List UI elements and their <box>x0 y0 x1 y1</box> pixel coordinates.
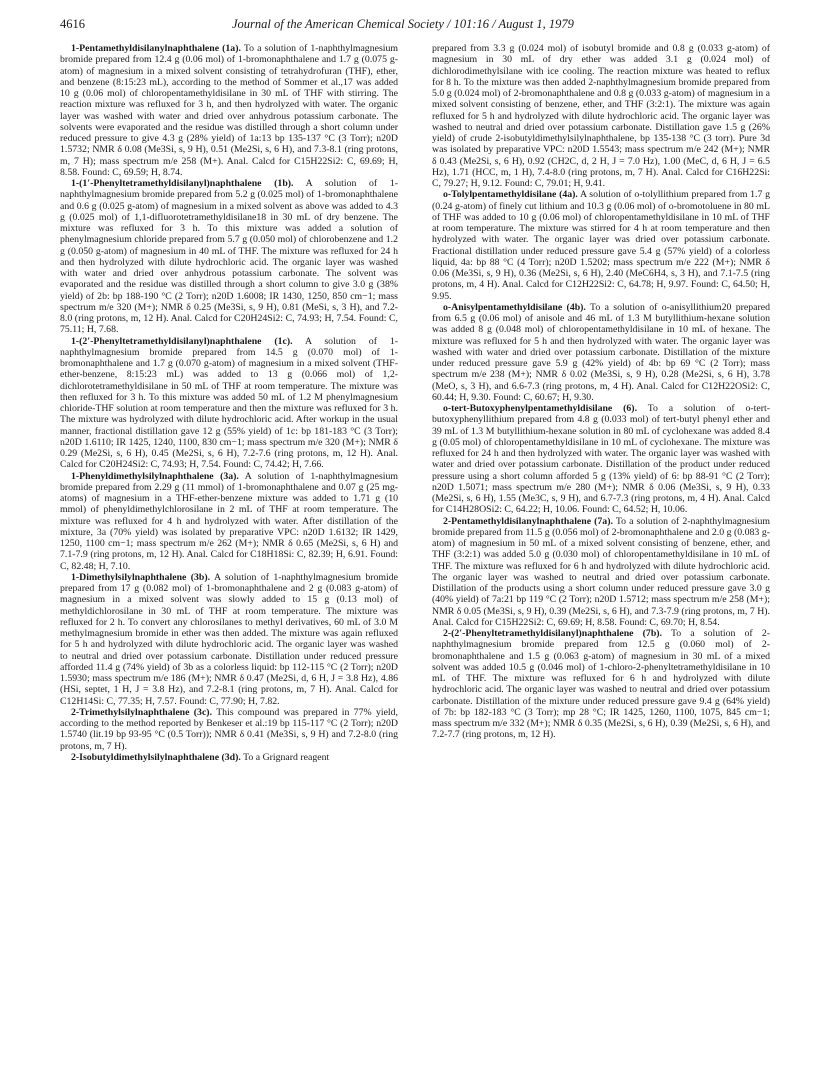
left-column <box>60 43 398 1053</box>
paragraph-4a <box>432 189 770 302</box>
paragraph-text: To a solution of o-anisyllithium20 prepared from 6.5 g (0.06 mol) of anisole and 46 mL of 1.3 M butyllithium-hexane solution was added 8 g (0.048 mol) of chloropentamethyldisilane in 10 mL of hexane. The mixture was refluxed for 5 h and then hydrolyzed with water. The organic layer was washed with water and dried over potassium carbonate. Distillation of the mixture under reduced pressure gave 5.9 g (42% yield) of 4b: bp 69 °C (2 Torr); mass spectrum m/e 238 (M+); NMR δ 0.02 (Me3Si, s, 9 H), 0.28 (Me2Si, s, 6 H), 3.78 (MeO, s, 3 H), and 6.6-7.3 (ring protons, m, 4 H). Anal. Calcd for C12H22OSi2: C, 60.44; H, 9.30. Found: C, 60.67; H, 9.30. <box>432 301 770 403</box>
compound-title: 1-(2′-Phenyltetramethyldisilanyl)naphthalene (1c). <box>71 335 293 347</box>
paragraph-text: A solution of 1-naphthylmagnesium bromide prepared from 14.5 g (0.070 mol) of 1-bromonaphthalene and 1.7 g (0.070 g-atom) of magnesium in a mixed solvent (THF-ether-benzene, 8:15:23 mL) was added to 13 g (0.066 mol) of 1,2-dichlorotetramethyldisilane in 50 mL of THF at room temperature. The mixture was then refluxed for 3 h. To this mixture was added 50 mL of 1.2 M phenylmagnesium chloride-THF solution at room temperature and then the mixture was refluxed for 3 h. The mixture was hydrolyzed with dilute hydrochloric acid. After workup in the usual manner, fractional distillation gave 12 g (55% yield) of 1c: bp 181-183 °C (3 Torr); n20D 1.6110; IR 1425, 1240, 1100, 830 cm−1; mass spectrum m/e 320 (M+); NMR δ 0.29 (Me2Si, s, 6 H), 0.45 (Me2Si, s, 6 H), 7.2-7.6 (ring protons, m, 12 H). Anal. Calcd for C20H24Si2: C, 74.93; H, 7.54. Found: C, 74.42; H, 7.66. <box>60 335 398 471</box>
compound-title: 1-Phenyldimethylsilylnaphthalene (3a). <box>71 470 239 482</box>
paragraph-7a <box>432 516 770 629</box>
page-header <box>60 14 770 36</box>
paragraph-1b <box>60 178 398 336</box>
compound-title: 2-Pentamethyldisilanylnaphthalene (7a). <box>443 515 613 527</box>
paragraph-text: To a solution of o-tert-butoxyphenyllithium prepared from 4.8 g (0.033 mol) of tert-butyl phenyl ether and 39 mL of 1.3 M butyllithium-hexane solution in 80 mL of cyclohexane was added 8.4 g (0.05 mol) of chloropentamethyldisilane in 10 mL of cyclohexane. The mixture was refluxed for 24 h and then hydrolyzed with water. The organic layer was washed with water and dried over potassium carbonate. Distillation of the product under reduced pressure using a short column afforded 5 g (13% yield) of 6: bp 88-91 °C (2 Torr); n20D 1.5071; mass spectrum m/e 280 (M+); NMR δ 0.06 (Me3Si, s, 9 H), 0.33 (Me2Si, s, 6 H), 1.55 (Me3C, s, 9 H), and 6.7-7.3 (ring protons, m, 4 H). Anal. Calcd for C14H28OSi2: C, 64.22; H, 10.06. Found: C, 64.52; H, 10.06. <box>432 403 770 516</box>
compound-title: o-Anisylpentamethyldisilane (4b). <box>443 301 586 313</box>
paragraph-text: To a solution of 1-naphthylmagnesium bromide prepared from 12.4 g (0.06 mol) of 1-bromonaphthalene and 1.7 g (0.075 g-atom) of magnesium in a mixed solvent consisting of tetrahydrofuran (THF), ether, and benzene (8:15:23 mL), according to the method of Sommer et al.,17 was added 10 g (0.06 mol) of chloropentamethyldisilane in 30 mL of THF with stirring. The reaction mixture was refluxed for 3 h, and then hydrolyzed with water. The organic layer was washed with water and dried over anhydrous potassium carbonate. The solvents were evaporated and the residue was distilled through a short column under reduced pressure to give 4.3 g (28% yield) of 1a:13 bp 135-137 °C (3 Torr); n20D 1.5732; NMR δ 0.08 (Me3Si, s, 9 H), 0.51 (Me2Si, s, 6 H), and 7.3-8.1 (ring protons, m, 7 H); mass spectrum m/e 258 (M+). Anal. Calcd for C15H22Si2: C, 69.69; H, 8.58. Found: C, 69.59; H, 8.74. <box>60 43 398 178</box>
journal-citation: Journal of the American Chemical Society / 101:16 / August 1, 1979 <box>232 17 574 31</box>
paragraph-3c <box>60 707 398 752</box>
paragraph-text: A solution of o-tolyllithium prepared from 1.7 g (0.24 g-atom) of finely cut lithium and 10.3 g (0.06 mol) of o-bromotoluene in 80 mL of THF was added to 10 g (0.06 mol) of chloropentamethyldisilane in 10 mL of THF at room temperature. The mixture was stirred for 4 h at room temperature and then hydrolyzed with water. The organic layer was dried over potassium carbonate. Fractional distillation under reduced pressure gave 5.4 g (57% yield) of a colorless liquid, 4a: bp 88 °C (4 Torr); n20D 1.5202; mass spectrum m/e 222 (M+); NMR δ 0.06 (Me3Si, s, 9 H), 0.36 (Me2Si, s, 6 H), 2.40 (MeC6H4, s, 3 H), and 7.1-7.5 (ring protons, m, 4 H). Anal. Calcd for C12H22Si2: C, 64.78; H, 9.97. Found: C, 64.50; H, 9.95. <box>432 189 770 302</box>
paragraph-4b <box>432 302 770 403</box>
paragraph-text: prepared from 3.3 g (0.024 mol) of isobutyl bromide and 0.8 g (0.033 g-atom) of magnesium in 30 mL of dry ether was added 3.1 g (0.024 mol) of dichlorodimethylsilane with ice cooling. The reaction mixture was heated to reflux for 8 h. To the mixture was then added 2-naphthylmagnesium bromide prepared from 5.0 g (0.024 mol) of 2-bromonaphthalene and 0.8 g (0.033 g-atom) of magnesium in a mixed solvent consisting of benzene, ether, and THF (3:2:1). The mixture was again refluxed for 5 h and hydrolyzed with dilute hydrochloric acid. The organic layer was washed to neutral and dried over potassium carbonate. Distillation gave 1.5 g (26% yield) of crude 2-isobutyldimethylsilylnaphthalene, bp 135-138 °C (3 torr). Pure 3d was isolated by preparative VPC: n20D 1.5543; mass spectrum m/e 242 (M+); NMR δ 0.43 (Me2Si, s, 6 H), 0.92 (CH2C, d, 2 H, J = 7.0 Hz), 1.00 (MeC, d, 6 H, J = 6.5 Hz), 1.71 (HCC, m, 1 H), 7.4-8.0 (ring protons, m, 7 H). Anal. Calcd for C16H22Si: C, 79.27; H, 9.12. Found: C, 79.01; H, 9.41. <box>432 43 770 189</box>
paragraph-1a <box>60 43 398 178</box>
compound-title: 1-Pentamethyldisilanylnaphthalene (1a). <box>71 43 241 54</box>
paragraph-3d-continued <box>432 43 770 189</box>
paragraph-text: A solution of 1-naphthylmagnesium bromide prepared from 5.2 g (0.025 mol) of 1-bromonaphthalene and 0.6 g (0.025 g-atom) of magnesium in a mixed solvent as above was added to 4.3 g (0.025 mol) of 1,1-difluorotetramethyldisilane18 in 30 mL of dry benzene. The mixture was refluxed for 3 h. To this mixture was added a solution of phenylmagnesium chloride prepared from 5.7 g (0.050 mol) of chlorobenzene and 1.2 g (0.050 g-atom) of magnesium in 40 mL of THF. The mixture was refluxed for 24 h and then hydrolyzed with dilute hydrochloric acid. The organic layer was washed with water and dried over anhydrous potassium carbonate. The solvent was evaporated and the residue was distilled through a short column to give 3.0 g (38% yield) of 2b: bp 188-190 °C (2 Torr); n20D 1.6008; IR 1430, 1250, 850 cm−1; mass spectrum m/e 320 (M+); NMR δ 0.25 (Me3Si, s, 9 H), 0.81 (MeSi, s, 3 H), and 7.2-8.0 (ring protons, m, 12 H). Anal. Calcd for C20H24Si2: C, 74.93; H, 7.54. Found: C, 75.11; H, 7.68. <box>60 178 398 336</box>
compound-title: o-Tolylpentamethyldisilane (4a). <box>443 189 578 201</box>
compound-title: 2-Isobutyldimethylsilylnaphthalene (3d). <box>71 751 241 763</box>
right-column <box>432 43 770 1053</box>
paragraph-3b <box>60 572 398 707</box>
paragraph-text: To a Grignard reagent <box>243 751 330 763</box>
paragraph-7b <box>432 628 770 741</box>
paragraph-3d <box>60 752 398 763</box>
paragraph-text: A solution of 1-naphthylmagnesium bromide prepared from 2.29 g (11 mmol) of 1-bromonaphthalene and 0.07 g (25 mg-atoms) of magnesium in a THF-ether-benzene mixture was added to 1.71 g (10 mmol) of phenyldimethylchlorosilane in 2 mL of THF at room temperature. The mixture was refluxed for 4 h and hydrolyzed with water. After distillation of the mixture, 3a (70% yield) was isolated by preparative VPC: n20D 1.6132; IR 1429, 1250, 1100 cm−1; mass spectrum m/e 262 (M+); NMR δ 0.65 (Me2Si, s, 6 H) and 7.1-7.9 (ring protons, m, 12 H). Anal. Calcd for C18H18Si: C, 82.39; H, 6.91. Found: C, 82.48; H, 7.10. <box>60 470 398 572</box>
paragraph-1c <box>60 336 398 471</box>
compound-title: 2-Trimethylsilylnaphthalene (3c). <box>71 706 213 718</box>
paragraph-text: This compound was prepared in 77% yield, according to the method reported by Benkeser et al.:19 bp 115-117 °C (2 Torr); n20D 1.5740 (lit.19 bp 93-95 °C (0.5 Torr)); NMR δ 0.41 (Me3Si, s, 9 H) and 7.2-8.0 (ring protons, m, 7 H). <box>60 706 398 752</box>
compound-title: o-tert-Butoxyphenylpentamethyldisilane (6). <box>443 403 638 414</box>
paragraph-6 <box>432 403 770 516</box>
paragraph-text: To a solution of 2-naphthylmagnesium bromide prepared from 12.5 g (0.060 mol) of 2-bromonaphthalene and 1.5 g (0.063 g-atom) of magnesium in 30 mL of a mixed solvent was added 10.5 g (0.046 mol) of 1-chloro-2-phenyltetramethyldisilane in 10 mL of THF. The mixture was refluxed for 6 h and hydrolyzed with dilute hydrochloric acid. The organic layer was washed to neutral and dried over potassium carbonate. Distillation of the mixture under reduced pressure gave 9.4 g (64% yield) of 7b: bp 182-183 °C (3 Torr); mp 28 °C; IR 1425, 1260, 1100, 1075, 845 cm−1; mass spectrum m/e 332 (M+); NMR δ 0.35 (Me2Si, s, 6 H), 0.39 (Me2Si, s, 6 H), and 7.2-7.7 (ring protons, m, 12 H). <box>432 628 770 741</box>
compound-title: 1-Dimethylsilylnaphthalene (3b). <box>71 571 211 583</box>
paragraph-text: To a solution of 2-naphthylmagnesium bromide prepared from 11.5 g (0.056 mol) of 2-bromonaphthalene and 2.0 g (0.083 g-atom) of magnesium in 50 mL of a mixed solvent consisting of benzene, ether, and THF (3:2:1) was added 5.0 g (0.030 mol) of chloropentamethyldisilane in 10 mL of THF. The mixture was refluxed for 6 h and hydrolyzed with dilute hydrochloric acid. The organic layer was washed to neutral and dried over potassium carbonate. Distillation of the products using a short column under reduced pressure gave 3.0 g (40% yield) of 7a:21 bp 119 °C (2 Torr); n20D 1.5712; mass spectrum m/e 258 (M+); NMR δ 0.05 (Me3Si, s, 9 H), 0.39 (Me2Si, s, 6 H), and 7.3-7.9 (ring protons, m, 7 H). Anal. Calcd for C15H22Si2: C, 69.69; H, 8.58. Found: C, 69.70; H, 8.54. <box>432 515 770 628</box>
page-number: 4616 <box>60 17 85 31</box>
compound-title: 1-(1′-Phenyltetramethyldisilanyl)naphthalene (1b). <box>71 178 294 189</box>
paragraph-3a <box>60 471 398 572</box>
paragraph-text: A solution of 1-naphthylmagnesium bromide prepared from 17 g (0.082 mol) of 1-bromonaphthalene and 2 g (0.083 g-atom) of magnesium in a mixed solvent was slowly added to 15 g (0.13 mol) of methyldichlorosilane in 30 mL of THF at room temperature. The mixture was refluxed for 2 h. To convert any chlorosilanes to methyl derivatives, 60 mL of 3.0 M methylmagnesium bromide in ether was then added. The mixture was again refluxed for 5 h and hydrolyzed with dilute hydrochloric acid. The organic layer was washed to neutral and dried over potassium carbonate. Distillation under reduced pressure afforded 11.4 g (74% yield) of 3b as a colorless liquid: bp 112-115 °C (2 Torr); n20D 1.5930; mass spectrum m/e 186 (M+); NMR δ 0.47 (Me2Si, d, 6 H, J = 3.8 Hz), 4.86 (HSi, septet, 1 H, J = 3.8 Hz), and 7.2-8.1 (ring protons, m, 7 H). Anal. Calcd for C12H14Si: C, 77.35; H, 7.57. Found: C, 77.90; H, 7.82. <box>60 571 398 707</box>
compound-title: 2-(2′-Phenyltetramethyldisilanyl)naphthalene (7b). <box>443 628 662 639</box>
